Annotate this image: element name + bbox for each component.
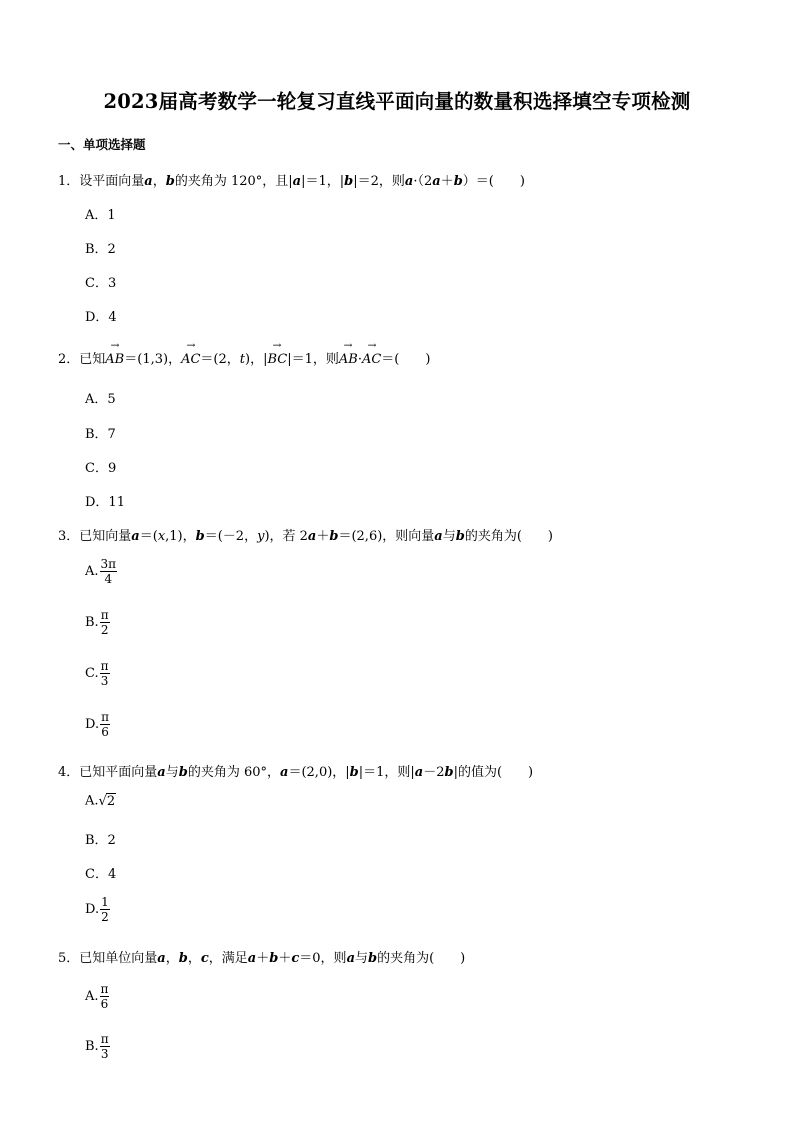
vector-b: b [178, 765, 188, 780]
denominator: 6 [101, 725, 109, 739]
option-label: B. [85, 615, 99, 630]
vector-b: b [195, 529, 205, 544]
vector-b: b [368, 951, 378, 966]
question-text: 已知向量 [79, 529, 132, 544]
option-c [85, 659, 110, 688]
vector-c: c [200, 951, 209, 966]
numerator: π [100, 608, 109, 622]
question-number: 2． [58, 352, 80, 367]
option-a [85, 557, 117, 586]
radicand: 2 [106, 794, 116, 809]
vector-ab: → AB [339, 352, 358, 367]
question-text: ＝( ) [381, 352, 431, 367]
option-c: C．9 [85, 461, 117, 476]
question-text: 的夹角为( ) [464, 529, 553, 544]
denominator: 2 [101, 910, 109, 924]
denominator: 3 [100, 1047, 109, 1061]
vector-a: a [247, 951, 257, 966]
variable-x: x [157, 529, 166, 544]
question-text: |＝1，| [301, 174, 345, 189]
question-text: ＋ [316, 529, 330, 544]
variable-y: y [257, 529, 265, 544]
question-text: |＝1，则 [287, 352, 339, 367]
vector-c: c [291, 951, 300, 966]
section-heading: 一、单项选择题 [58, 137, 146, 152]
question-text: 已知 [79, 352, 106, 367]
question-text: 已知单位向量 [79, 951, 158, 966]
fraction [100, 557, 118, 586]
numerator: π [100, 1032, 109, 1046]
question-text: 的夹角为( ) [377, 951, 466, 966]
numerator: π [100, 659, 109, 673]
vector-a: a [131, 529, 140, 544]
fraction [100, 608, 110, 637]
question-number: 1． [58, 174, 80, 189]
option-b: B．7 [85, 427, 116, 442]
vector-b: b [349, 765, 359, 780]
denominator: 6 [100, 997, 109, 1011]
option-label: A. [85, 989, 99, 1004]
question-text: ＋ [278, 951, 292, 966]
vector-a: a [157, 765, 166, 780]
page-title: 2023届高考数学一轮复习直线平面向量的数量积选择填空专项检测 [103, 90, 691, 113]
vector-a: a [414, 765, 424, 780]
question-text: |的值为( ) [453, 765, 534, 780]
denominator: 2 [100, 623, 109, 637]
option-a [85, 982, 109, 1011]
vector-b: b [455, 529, 465, 544]
question-number: 3． [58, 529, 80, 544]
vector-a: a [157, 951, 166, 966]
vector-a: a [432, 174, 441, 189]
vector-b: b [344, 174, 354, 189]
vector-b: b [269, 951, 279, 966]
question-number: 4． [58, 765, 80, 780]
fraction [100, 710, 110, 739]
vector-b: b [329, 529, 339, 544]
option-label: A. [85, 564, 99, 579]
question-1 [58, 170, 525, 189]
vector-a: a [404, 174, 414, 189]
question-text: )，| [245, 352, 268, 367]
option-b: B．2 [85, 242, 116, 257]
question-text: 的夹角为 120°，且| [174, 174, 293, 189]
question-text: ,1)， [165, 529, 196, 544]
option-d [85, 710, 110, 739]
question-text: －2 [423, 765, 445, 780]
vector-a: a [307, 529, 317, 544]
question-text: |＝1，则| [358, 765, 415, 780]
question-text: · [357, 352, 362, 367]
option-label: B. [85, 1039, 99, 1054]
fraction [100, 982, 110, 1011]
vector-a: a [144, 174, 153, 189]
numerator: 3π [100, 557, 117, 571]
question-text: ＝(2， [200, 352, 240, 367]
question-text: ，满足 [208, 951, 248, 966]
question-5 [58, 947, 465, 966]
question-4 [58, 761, 533, 780]
option-label: C. [85, 666, 99, 681]
question-number: 5． [58, 951, 80, 966]
question-text: ＝(2,0)，| [288, 765, 350, 780]
option-d: D．4 [85, 310, 117, 325]
question-text: ， [165, 951, 179, 966]
option-d [85, 895, 110, 924]
denominator: 3 [100, 674, 109, 688]
variable-t: t [239, 352, 245, 367]
vector-a: a [280, 765, 289, 780]
question-text: ＝0，则 [299, 951, 347, 966]
option-c: C．3 [85, 276, 117, 291]
option-a [85, 793, 116, 809]
question-text: 设平面向量 [79, 174, 145, 189]
question-3 [58, 525, 553, 544]
option-label: A. [85, 793, 99, 809]
question-text: ·（2 [413, 174, 433, 189]
option-label: D. [85, 902, 100, 917]
vector-b: b [453, 174, 463, 189]
option-b: B．2 [85, 833, 116, 848]
question-text: ）＝( ) [462, 174, 525, 189]
option-b [85, 1032, 110, 1061]
question-text: ＋ [440, 174, 454, 189]
question-text: ， [152, 174, 166, 189]
question-text: 的夹角为 60°， [187, 765, 281, 780]
numerator: π [101, 710, 109, 724]
vector-ab: → AB [105, 352, 124, 367]
question-text: ＝( [139, 529, 158, 544]
numerator: 1 [101, 895, 109, 909]
vector-b: b [165, 174, 175, 189]
option-label: D. [85, 717, 100, 732]
numerator: π [100, 982, 109, 996]
vector-ac: → AC [362, 352, 381, 367]
vector-a: a [292, 174, 302, 189]
square-root: √2 [98, 794, 116, 809]
fraction [100, 895, 110, 924]
question-text: |＝2，则 [353, 174, 405, 189]
vector-b: b [444, 765, 454, 780]
vector-a: a [434, 529, 443, 544]
option-b [85, 608, 110, 637]
question-text: 已知平面向量 [79, 765, 158, 780]
fraction [100, 659, 110, 688]
question-text: 与 [442, 529, 456, 544]
question-text: ＝(－2， [204, 529, 258, 544]
vector-a: a [346, 951, 355, 966]
vector-b: b [178, 951, 188, 966]
option-a: A．1 [85, 208, 116, 223]
denominator: 4 [104, 572, 113, 586]
option-a: A．5 [85, 392, 116, 407]
question-text: ， [187, 951, 201, 966]
option-d: D．11 [85, 495, 125, 510]
question-text: )，若 2 [264, 529, 308, 544]
question-text: ＝(2,6)，则向量 [338, 529, 435, 544]
question-text: 与 [165, 765, 179, 780]
question-text: ＝(1,3)， [124, 352, 182, 367]
option-c: C．4 [85, 867, 117, 882]
vector-bc: → BC [267, 352, 287, 367]
question-2 [58, 348, 430, 367]
question-text: 与 [355, 951, 369, 966]
question-text: ＋ [256, 951, 270, 966]
vector-ac: → AC [181, 352, 200, 367]
fraction [100, 1032, 110, 1061]
